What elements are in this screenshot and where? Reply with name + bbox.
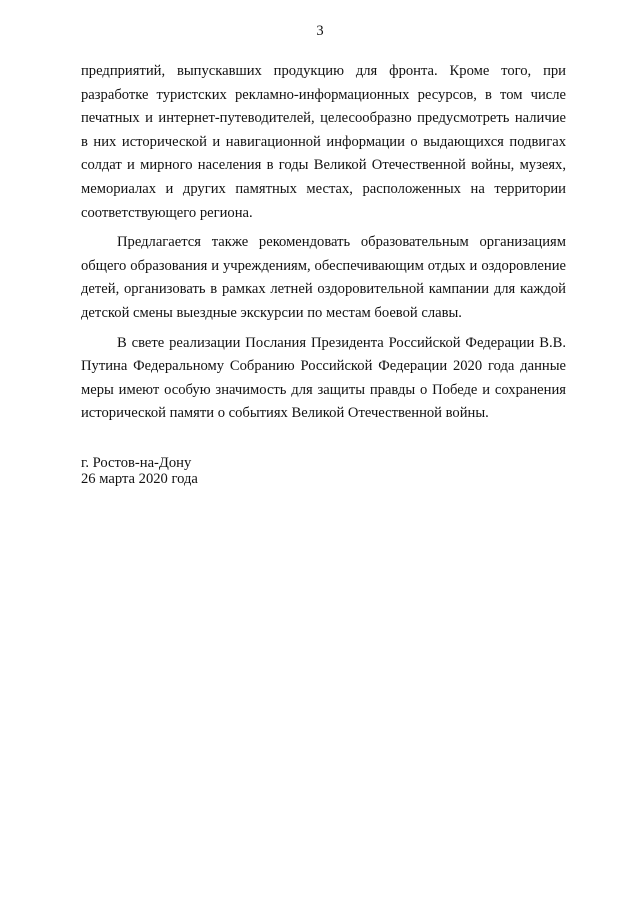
document-body bbox=[81, 60, 566, 428]
paragraph-recommendation: Предлагается также рекомендовать образовательным организациям общего образования и учреждениям, обеспечивающим отдых и оздоровление детей, организовать в рамках летней оздоровительной кампании для каждой детской смены выездные экскурсии по местам боевой славы. bbox=[81, 234, 566, 321]
place-line: г. Ростов-на-Дону bbox=[81, 455, 192, 471]
page-number: 3 bbox=[316, 23, 324, 39]
place-and-date bbox=[81, 455, 381, 487]
date-line: 26 марта 2020 года bbox=[81, 471, 198, 487]
paragraph-conclusion: В свете реализации Послания Президента Российской Федерации В.В. Путина Федеральному Собранию Российской Федерации 2020 года данные меры имеют особую значимость для защиты правды о Победе и сохранения исторической памяти о событиях Великой Отечественной войны. bbox=[81, 334, 566, 422]
paragraph-continuation: предприятий, выпускавших продукцию для фронта. Кроме того, при разработке туристских рекламно-информационных ресурсов, в том числе печатных и интернет-путеводителей, целесообразно предусмотреть наличие в них исторической и навигационной информации о выдающихся подвигах солдат и мирного населения в годы Великой Отечественной войны, музеях, мемориалах и других памятных местах, расположенных на территории соответствующего региона. bbox=[81, 63, 566, 221]
